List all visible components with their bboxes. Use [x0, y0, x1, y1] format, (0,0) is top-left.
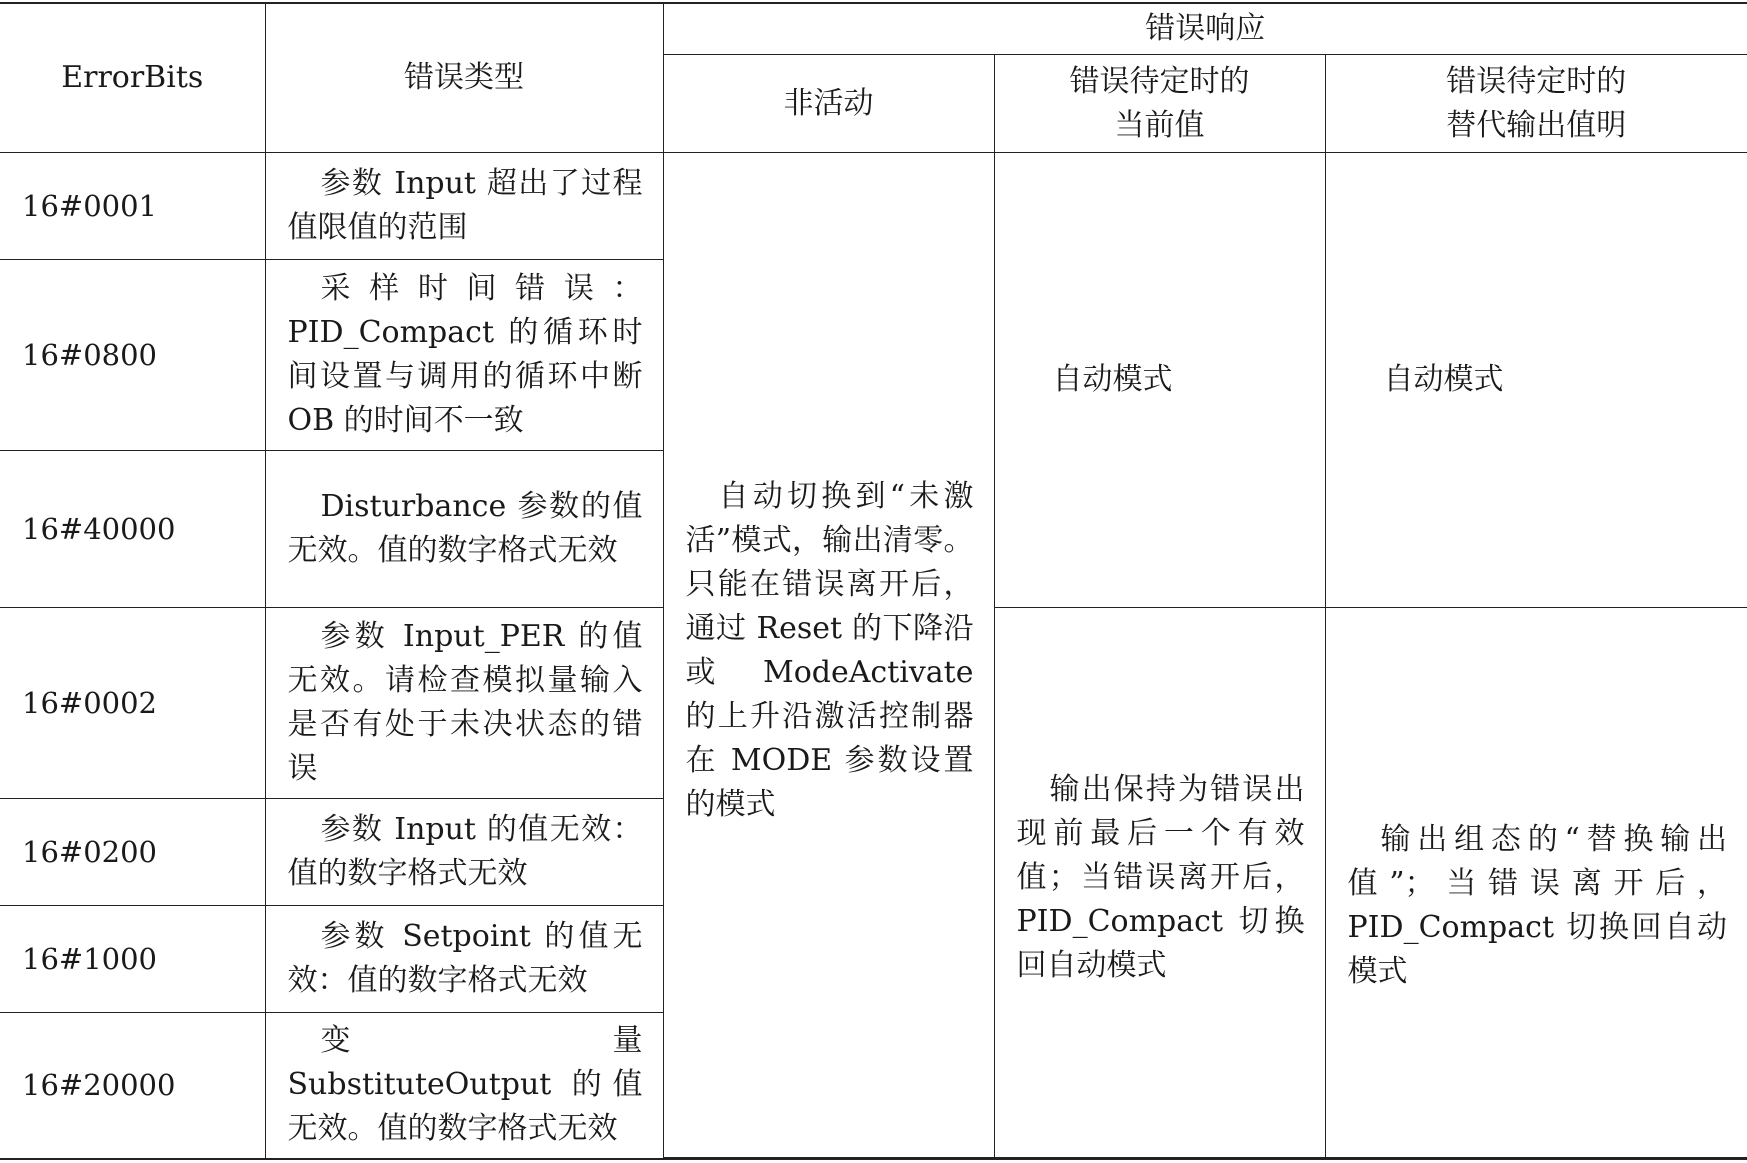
error-type-cell: 变量 SubstituteOutput 的值无效。值的数字格式无效	[265, 1013, 663, 1158]
header-error-type: 错误类型	[265, 4, 663, 153]
error-table	[0, 2, 1747, 1160]
error-type-cell: 参数 Input 的值无效：值的数字格式无效	[265, 799, 663, 906]
errorbits-cell: 16#0200	[0, 799, 265, 906]
response-hold-current-cell: 输出保持为错误出现前最后一个有效值；当错误离开后，PID_Compact 切换回自动模式	[994, 608, 1325, 1158]
header-substitute-line1: 错误待定时的	[1446, 63, 1627, 99]
header-inactive: 非活动	[663, 55, 994, 153]
error-type-cell: 参数 Setpoint 的值无效：值的数字格式无效	[265, 906, 663, 1013]
error-type-cell: 采样时间错误：PID_Compact 的循环时间设置与调用的循环中断 OB 的时间不一致	[265, 260, 663, 451]
header-substitute-output	[1325, 55, 1747, 153]
header-current-value	[994, 55, 1325, 153]
errorbits-cell: 16#20000	[0, 1013, 265, 1158]
errorbits-cell: 16#0800	[0, 260, 265, 451]
response-inactive-cell: 自动切换到“未激活”模式，输出清零。只能在错误离开后，通过 Reset 的下降沿或 ModeActivate 的上升沿激活控制器在 MODE 参数设置的模式	[663, 153, 994, 1158]
table-row	[0, 153, 1747, 260]
errorbits-cell: 16#0001	[0, 153, 265, 260]
error-type-cell: 参数 Input_PER 的值无效。请检查模拟量输入是否有处于未决状态的错误	[265, 608, 663, 799]
response-auto-current-cell: 自动模式	[994, 153, 1325, 608]
header-error-response: 错误响应	[663, 4, 1747, 55]
error-type-cell: 参数 Input 超出了过程值限值的范围	[265, 153, 663, 260]
error-type-cell: Disturbance 参数的值无效。值的数字格式无效	[265, 451, 663, 608]
response-substitute-output-cell: 输出组态的“替换输出值”；当错误离开后，PID_Compact 切换回自动模式	[1325, 608, 1747, 1158]
errorbits-cell: 16#1000	[0, 906, 265, 1013]
header-current-value-line1: 错误待定时的	[1069, 63, 1250, 99]
header-substitute-line2: 替代输出值明	[1446, 107, 1627, 143]
error-response-table	[0, 4, 1747, 1158]
header-errorbits: ErrorBits	[0, 4, 265, 153]
response-auto-substitute-cell: 自动模式	[1325, 153, 1747, 608]
errorbits-cell: 16#0002	[0, 608, 265, 799]
header-current-value-line2: 当前值	[1114, 107, 1205, 143]
errorbits-cell: 16#40000	[0, 451, 265, 608]
